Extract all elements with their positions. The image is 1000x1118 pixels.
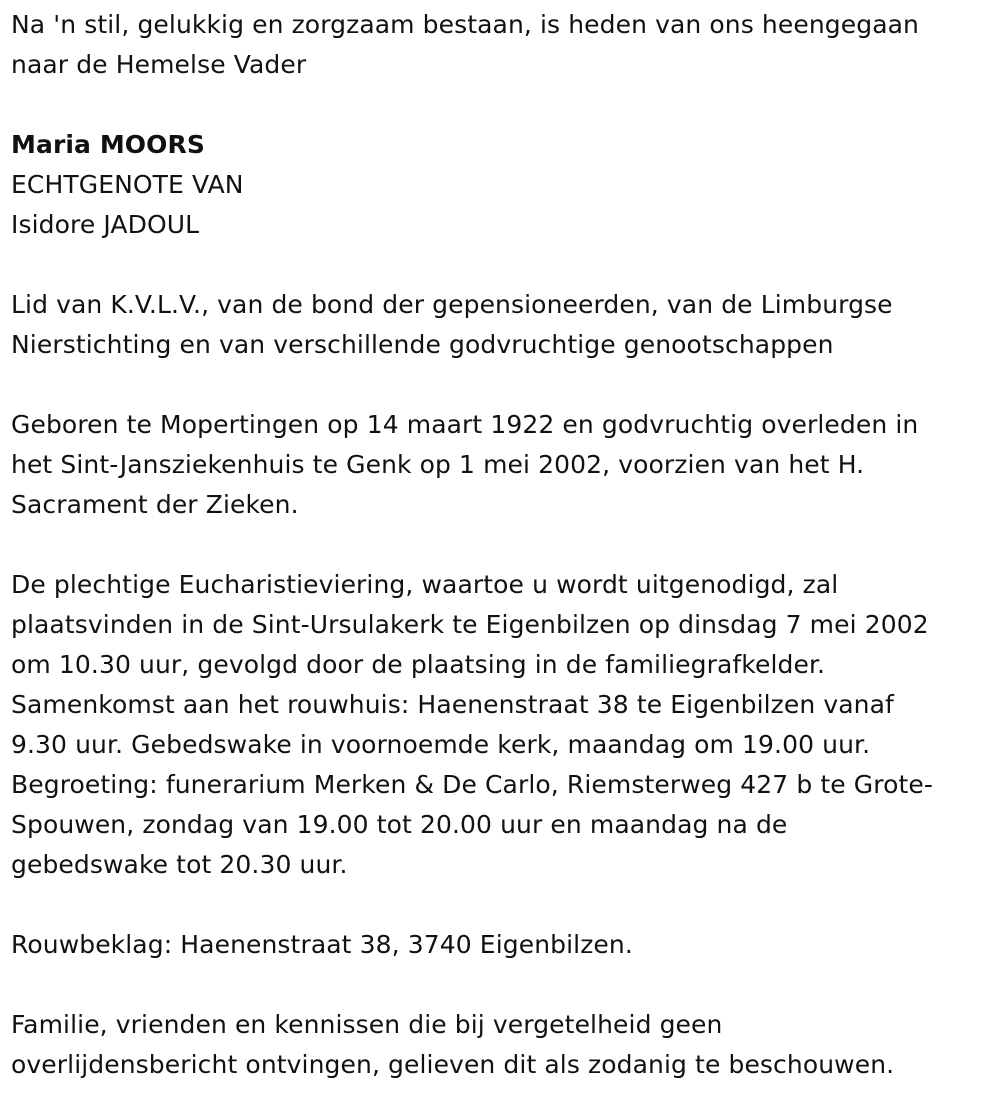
paragraph-spacer [11,365,991,405]
paragraph-spacer [11,245,991,285]
birth-death-line: Geboren te Mopertingen op 14 maart 1922 en godvruchtig overleden in [11,410,919,439]
obituary-document [11,5,991,1085]
paragraph-spacer [11,525,991,565]
ceremony-line: De plechtige Eucharistieviering, waartoe u wordt uitgenodigd, zal [11,570,839,599]
condolences-paragraph [11,925,991,965]
closing-paragraph [11,1005,991,1085]
deceased-name: Maria MOORS [11,130,205,159]
intro-line: naar de Hemelse Vader [11,50,307,79]
memberships-paragraph [11,285,991,365]
ceremony-line: 9.30 uur. Gebedswake in voornoemde kerk, maandag om 19.00 uur. [11,730,871,759]
birth-death-line: het Sint-Jansziekenhuis te Genk op 1 mei 2002, voorzien van het H. [11,450,865,479]
paragraph-spacer [11,885,991,925]
memberships-line: Nierstichting en van verschillende godvruchtige genootschappen [11,330,834,359]
condolences-line: Rouwbeklag: Haenenstraat 38, 3740 Eigenbilzen. [11,930,633,959]
deceased-block [11,125,991,245]
ceremony-line: plaatsvinden in de Sint-Ursulakerk te Eigenbilzen op dinsdag 7 mei 2002 [11,610,929,639]
ceremony-line: Begroeting: funerarium Merken & De Carlo, Riemsterweg 427 b te Grote- [11,770,933,799]
memberships-line: Lid van K.V.L.V., van de bond der gepensioneerden, van de Limburgse [11,290,893,319]
paragraph-spacer [11,85,991,125]
closing-line: overlijdensbericht ontvingen, gelieven dit als zodanig te beschouwen. [11,1050,895,1079]
ceremony-line: gebedswake tot 20.30 uur. [11,850,348,879]
closing-line: Familie, vrienden en kennissen die bij vergetelheid geen [11,1010,723,1039]
intro-line: Na 'n stil, gelukkig en zorgzaam bestaan, is heden van ons heengegaan [11,10,919,39]
ceremony-line: Samenkomst aan het rouwhuis: Haenenstraat 38 te Eigenbilzen vanaf [11,690,894,719]
paragraph-spacer [11,965,991,1005]
intro-paragraph [11,5,991,85]
ceremony-line: Spouwen, zondag van 19.00 tot 20.00 uur en maandag na de [11,810,788,839]
spouse-name: Isidore JADOUL [11,210,200,239]
ceremony-paragraph [11,565,991,885]
birth-death-paragraph [11,405,991,525]
birth-death-line: Sacrament der Zieken. [11,490,299,519]
ceremony-line: om 10.30 uur, gevolgd door de plaatsing in de familiegrafkelder. [11,650,826,679]
relation-label: ECHTGENOTE VAN [11,170,244,199]
